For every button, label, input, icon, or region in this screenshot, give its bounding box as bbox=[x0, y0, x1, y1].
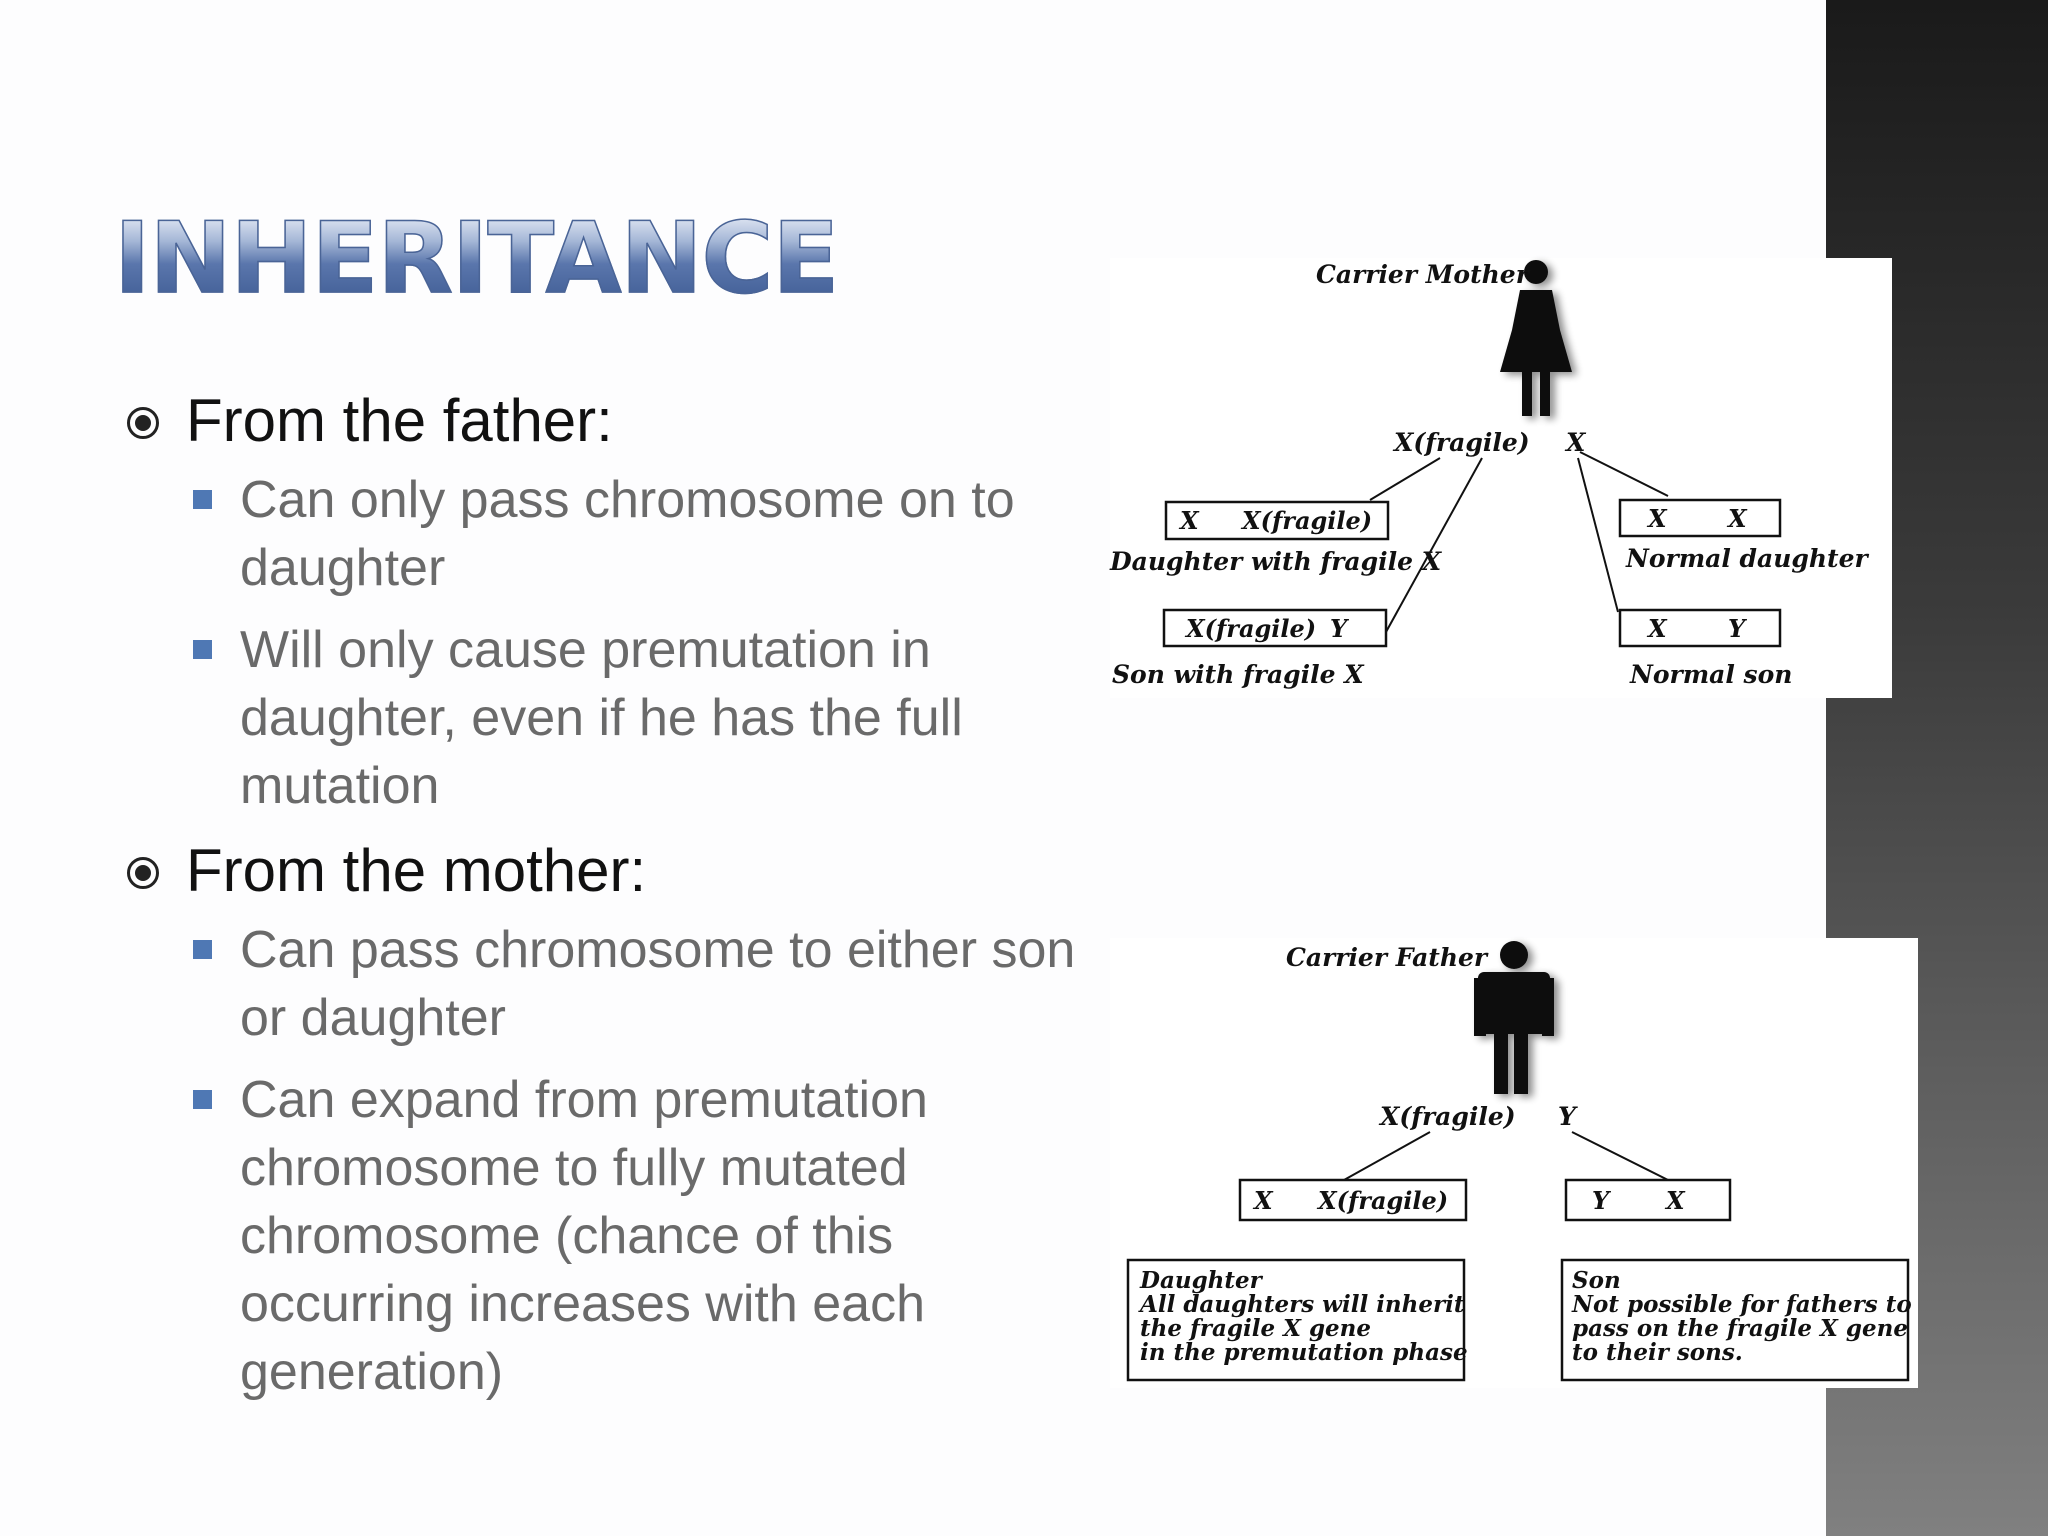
allele-text: X bbox=[1648, 504, 1667, 533]
connector-lines bbox=[1370, 452, 1668, 632]
allele-text: X bbox=[1254, 1186, 1273, 1215]
allele-label: X(fragile) bbox=[1394, 428, 1530, 457]
note-line: Not possible for fathers to bbox=[1572, 1291, 1912, 1318]
point-text: Can expand from premutation chromosome to fully mutated chromosome (chance of this occurring increases with each generation) bbox=[240, 1071, 928, 1401]
note-line: the fragile X gene bbox=[1140, 1315, 1372, 1342]
allele-text: Y bbox=[1728, 614, 1746, 643]
allele-text: X(fragile) bbox=[1318, 1186, 1449, 1215]
allele-text: X(fragile) bbox=[1242, 506, 1373, 535]
allele-label: X(fragile) bbox=[1380, 1102, 1516, 1131]
allele-text: X bbox=[1728, 504, 1747, 533]
genotype-caption: Son with fragile X bbox=[1112, 660, 1364, 689]
note-line: in the premutation phase bbox=[1140, 1339, 1468, 1366]
note-line: Daughter bbox=[1140, 1267, 1262, 1294]
parent-label: Carrier Mother bbox=[1316, 260, 1529, 289]
allele-text: X bbox=[1666, 1186, 1685, 1215]
section-heading-text: From the father: bbox=[186, 387, 613, 454]
allele-text: Y bbox=[1592, 1186, 1610, 1215]
point-text: Can pass chromosome to either son or daughter bbox=[240, 921, 1076, 1047]
note-line: All daughters will inherit bbox=[1140, 1291, 1465, 1318]
genotype-box bbox=[1566, 1180, 1730, 1220]
section-heading-text: From the mother: bbox=[186, 837, 647, 904]
allele-label: Y bbox=[1558, 1102, 1576, 1131]
genotype-box bbox=[1620, 500, 1780, 536]
note-line: Son bbox=[1572, 1267, 1621, 1294]
point-text: Can only pass chromosome on to daughter bbox=[240, 471, 1015, 597]
allele-text: Y bbox=[1330, 614, 1348, 643]
allele-text: X(fragile) bbox=[1186, 614, 1317, 643]
allele-text: X bbox=[1648, 614, 1667, 643]
genotype-box bbox=[1620, 610, 1780, 646]
genotype-caption: Normal daughter bbox=[1626, 544, 1868, 573]
note-line: pass on the fragile X gene bbox=[1572, 1315, 1908, 1342]
allele-label: X bbox=[1566, 428, 1586, 457]
connector-lines bbox=[1344, 1132, 1668, 1180]
slide-title: INHERITANCE bbox=[114, 202, 839, 316]
point-text: Will only cause premutation in daughter, even if he has the full mutation bbox=[240, 621, 963, 815]
genotype-caption: Normal son bbox=[1630, 660, 1793, 689]
allele-text: X bbox=[1180, 506, 1199, 535]
genotype-caption: Daughter with fragile X bbox=[1110, 547, 1442, 576]
parent-label: Carrier Father bbox=[1286, 943, 1488, 972]
note-line: to their sons. bbox=[1572, 1339, 1743, 1366]
